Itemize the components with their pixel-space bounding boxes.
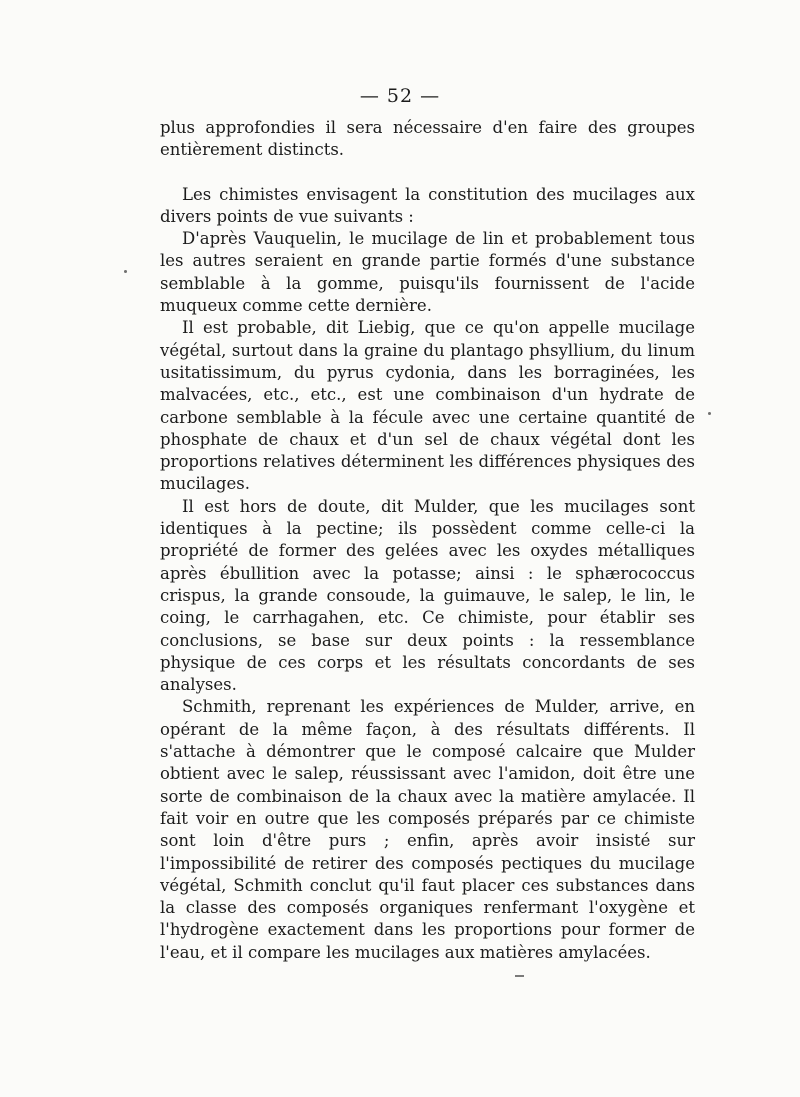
body-text: [160, 117, 695, 964]
bottom-tick-mark: [515, 975, 524, 977]
ink-speck: [124, 270, 127, 273]
page-number: — 52 —: [359, 85, 441, 107]
paragraph-schmith: Schmith, reprenant les expériences de Mulder, arrive, en opérant de la même façon, à des résultats différents. Il s'attache à démontrer que le composé calcaire que Mulder obtient avec le salep, réussissant avec l'amidon, doit être une sorte de combinaison de la chaux avec la matière amylacée. Il fait voir en outre que les composés préparés par ce chimiste sont loin d'être purs ; enfin, après avoir insisté sur l'impossibilité de retirer des composés pectiques du mucilage végétal, Schmith conclut qu'il faut placer ces substances dans la classe des composés organiques renfermant l'oxygène et l'hydrogène exactement dans les proportions pour former de l'eau, et il compare les mucilages aux matières amylacées.: [160, 697, 695, 962]
paragraph-chimistes: Les chimistes envisagent la constitution des mucilages aux divers points de vue suivants :: [160, 184, 695, 226]
ink-speck: [708, 412, 711, 415]
paragraph-mulder: Il est hors de doute, dit Mulder, que les mucilages sont identiques à la pectine; ils possèdent comme celle-ci la propriété de former des gelées avec les oxydes métalliques après ébullition avec la potasse; ainsi : le sphærococcus crispus, la grande consoude, la guimauve, le salep, le lin, le coing, le carrhagahen, etc. Ce chimiste, pour établir ses conclusions, se base sur deux points : la ressemblance physique de ces corps et les résultats concordants de ses analyses.: [160, 496, 695, 695]
paragraph-liebig: Il est probable, dit Liebig, que ce qu'on appelle mucilage végétal, surtout dans la graine du plantago phsyllium, du linum usitatissimum, du pyrus cydonia, dans les borraginées, les malvacées, etc., etc., est une combinaison d'un hydrate de carbone semblable à la fécule avec une certaine quantité de phosphate de chaux et d'un sel de chaux végétal dont les proportions relatives déterminent les différences physiques des mucilages.: [160, 318, 695, 494]
paragraph-vauquelin: D'après Vauquelin, le mucilage de lin et probablement tous les autres seraient en grande partie formés d'une substance semblable à la gomme, puisqu'ils fournissent de l'acide muqueux comme cette dernière.: [160, 229, 695, 316]
paragraph-continuation: plus approfondies il sera nécessaire d'en faire des groupes entièrement distincts.: [160, 118, 695, 160]
